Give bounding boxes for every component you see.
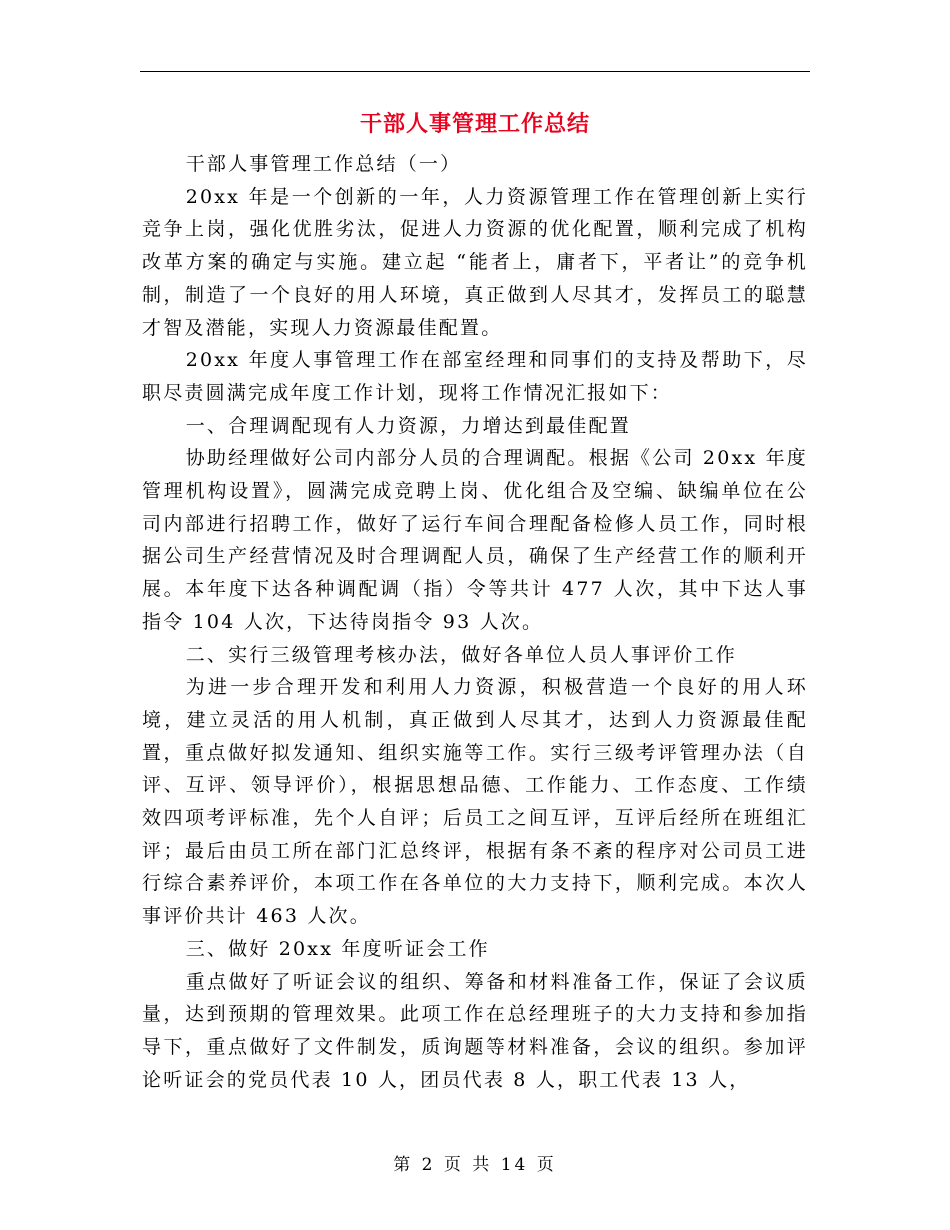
document-title: 干部人事管理工作总结 [359,111,590,137]
page-number-footer: 第 2 页 共 14 页 [393,1155,557,1175]
section-heading: 二、实行三级管理考核办法，做好各单位人员人事评价工作 [185,643,737,666]
paragraph: 20xx 年度人事管理工作在部室经理和同事们的支持及帮助下，尽职尽责圆满完成年度工作计划，现将工作情况汇报如下： [142,349,808,404]
paragraph: 协助经理做好公司内部分人员的合理调配。根据《公司 20xx 年度管理机构设置》，圆满完成竞聘上岗、优化组合及空编、缺编单位在公司内部进行招聘工作，做好了运行车间合理配备检修人员工作，同时根据公司生产经营情况及时合理调配人员，确保了生产经营工作的顺利开展。本年度下达各种调配调（指）令等共计 477 人次，其中下达人事指令 104 人次，下达待岗指令 93 人次。 [142,447,808,633]
section-heading: 一、合理调配现有人力资源，力增达到最佳配置 [185,414,631,437]
paragraph: 重点做好了听证会议的组织、筹备和材料准备工作，保证了会议质量，达到预期的管理效果。此项工作在总经理班子的大力支持和参加指导下，重点做好了文件制发，质询题等材料准备，会议的组织。参加评论听证会的党员代表 10 人，团员代表 8 人，职工代表 13 人， [142,970,808,1091]
section-heading: 干部人事管理工作总结（一） [185,153,462,175]
header-rule [140,71,810,72]
document-body [142,148,808,1096]
paragraph: 为进一步合理开发和利用人力资源，积极营造一个良好的用人环境，建立灵活的用人机制，真正做到人尽其才，达到人力资源最佳配置，重点做好拟发通知、组织实施等工作。实行三级考评管理办法（自评、互评、领导评价），根据思想品德、工作能力、工作态度、工作绩效四项考评标准，先个人自评；后员工之间互评，互评后经所在班组汇评；最后由员工所在部门汇总终评，根据有条不紊的程序对公司员工进行综合素养评价，本项工作在各单位的大力支持下，顺利完成。本次人事评价共计 463 人次。 [142,676,808,928]
paragraph: 20xx 年是一个创新的一年，人力资源管理工作在管理创新上实行竞争上岗，强化优胜劣汰，促进人力资源的优化配置，顺利完成了机构改革方案的确定与实施。建立起 “能者上，庸者下，平者让”的竞争机制，制造了一个良好的用人环境，真正做到人尽其才，发挥员工的聪慧才智及潜能，实现人力资源最佳配置。 [142,185,808,339]
section-heading: 三、做好 20xx 年度听证会工作 [185,937,490,960]
